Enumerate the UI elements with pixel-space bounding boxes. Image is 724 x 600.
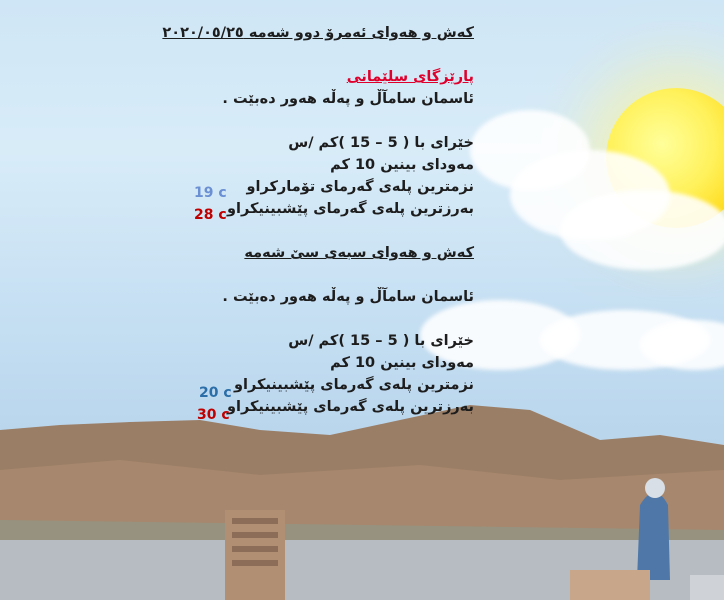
forecast-text [54,22,474,418]
location-name: پارێزگای سلێمانی [346,69,474,85]
min-temp-value-today: 19 c [194,185,227,201]
max-temp-label-tomorrow: بەرزترین پلەی گەرمای پێشبینیکراو [227,399,474,415]
min-temp-value-tomorrow: 20 c [199,385,232,401]
forecast-today-heading: کەش و هەوای ئەمرۆ دوو شەمە ٢٠٢٠/٠٥/٢٥ [162,25,474,41]
forecast-tomorrow-heading: کەش و هەوای سبەی سێ شەمە [244,245,474,261]
cloud [560,190,724,270]
wind-speed-today: خێرای با ( 5 – 15 )کم /س [288,135,474,151]
max-temp-label-today: بەرزترین پلەی گەرمای پێشبینیکراو [227,201,474,217]
min-temp-label-today: نزمترین پلەی گەرمای تۆمارکراو [246,179,474,195]
min-temp-label-tomorrow: نزمترین پلەی گەرمای پێشبینیکراو [234,377,474,393]
mountains-and-city [0,400,724,600]
max-temp-value-today: 28 c [194,207,227,223]
max-temp-value-tomorrow: 30 c [197,407,230,423]
visibility-today: مەودای بینین 10 کم [330,157,474,173]
wind-speed-tomorrow: خێرای با ( 5 – 15 )کم /س [288,333,474,349]
visibility-tomorrow: مەودای بینین 10 کم [330,355,474,371]
sky-condition-today: ئاسمان سامآڵ و پەڵە هەور دەبێت . [222,91,474,107]
sky-condition-tomorrow: ئاسمان سامآڵ و پەڵە هەور دەبێت . [222,289,474,305]
